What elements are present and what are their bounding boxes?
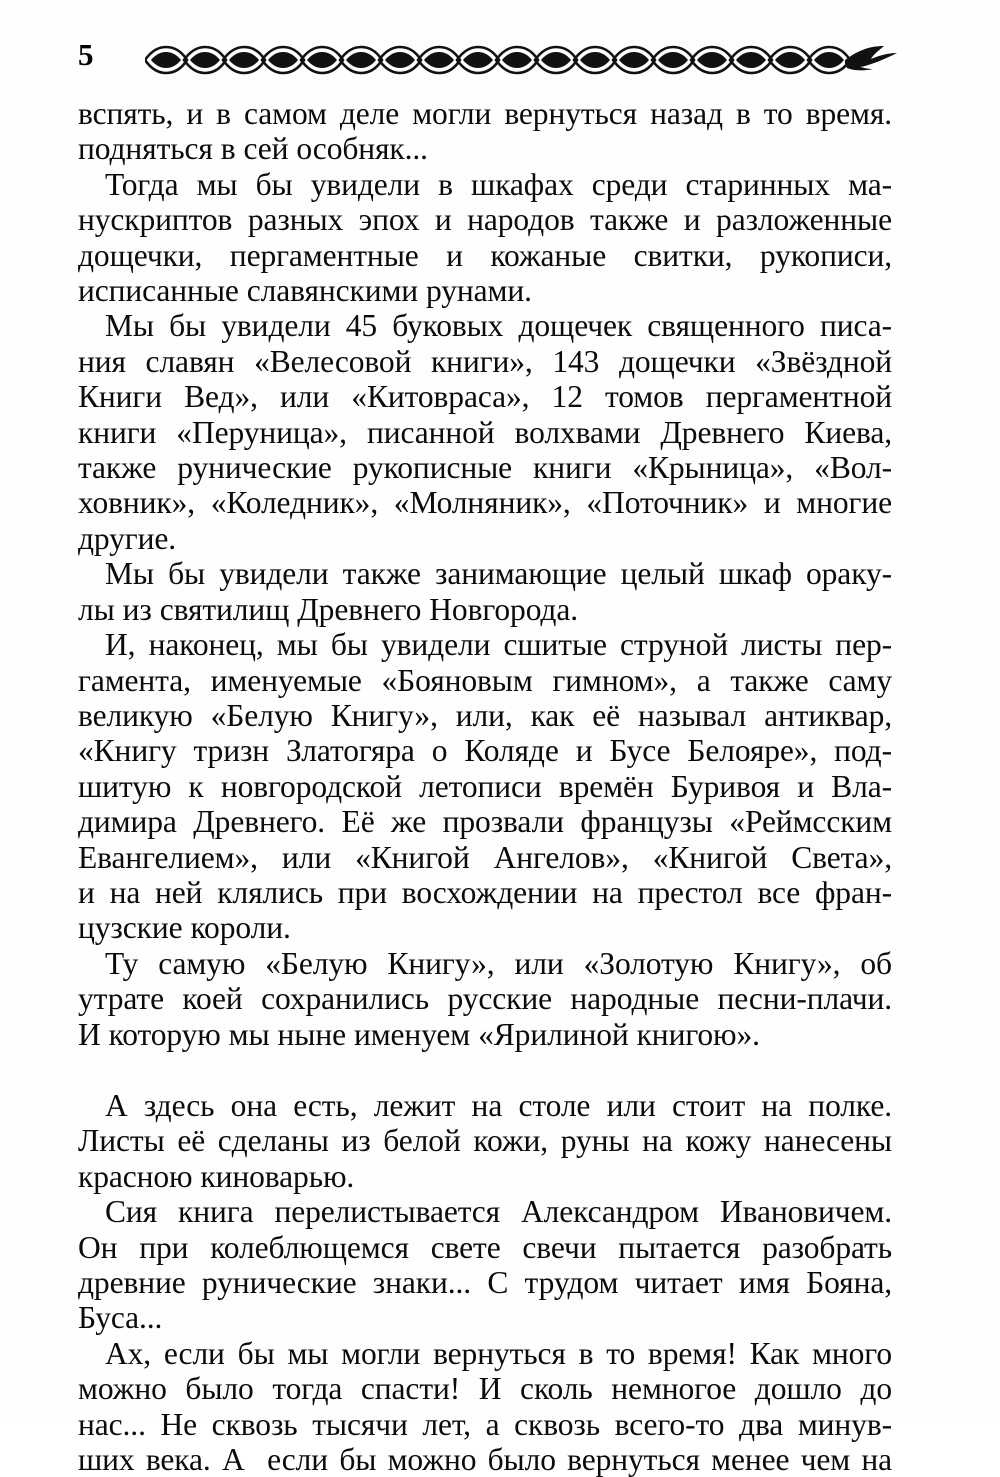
paragraph [78,96,892,167]
text-line: книги «Перуница», писанной волхвами Древнего Киева, [78,414,892,450]
text-line: «Книгу тризн Златогяра о Коляде и Бусе Белояре», под- [78,733,892,769]
text-line: ния славян «Велесовой книги», 143 дощечки «Звёздной [78,343,892,379]
text-line: древние рунические знаки... С трудом читает имя Бояна, [78,1265,892,1300]
text-line: Ах, если бы мы могли вернуться в то время! Как много [105,1335,892,1371]
paragraph [78,1194,892,1336]
running-head [0,34,1000,86]
text-line: можно было тогда спасти! И сколь немногое дошло до [78,1371,892,1407]
paragraph [78,308,892,556]
paragraph [78,1336,892,1477]
text-line: исписанные славянскими рунами. [78,273,532,309]
paragraph [78,556,892,627]
text-line: красною киноварью. [78,1158,355,1194]
text-line: нускриптов разных эпох и народов также и разложенные [78,202,892,238]
text-line: подняться в сей особняк... [78,131,428,167]
text-line: Евангелием», или «Книгой Ангелов», «Книгой Света», [78,839,892,875]
page-number: 5 [78,37,94,72]
text-line: лы из святилищ Древнего Новгорода. [78,591,579,627]
text-line: Тогда мы бы увидели в шкафах среди старинных ма- [105,166,892,202]
text-line: вспять, и в самом деле могли вернуться назад в то время. [78,96,892,131]
text-line: другие. [78,520,177,556]
text-line: Сия книга перелистывается Александром Ивановичем. [105,1194,892,1230]
text-line: также рунические рукописные книги «Крыница», «Вол- [78,450,892,486]
paragraph [78,1088,892,1194]
body-text [78,96,892,1477]
text-line: Он при колеблющемся свете свечи пытается разобрать [78,1229,892,1265]
text-line: Листы её сделаны из белой кожи, руны на кожу нанесены [78,1123,892,1159]
text-line: великую «Белую Книгу», или, как её называл антиквар, [78,697,892,733]
leaf-flourish [845,46,897,70]
text-line: ховник», «Коледник», «Молняник», «Поточник» и многие [78,485,892,521]
text-line: дощечки, пергаментные и кожаные свитки, рукописи, [78,237,892,273]
paragraph [78,946,892,1052]
text-line: Ту самую «Белую Книгу», или «Золотую Книгу», об [105,945,892,981]
text-line: А здесь она есть, лежит на столе или стоит на полке. [105,1087,892,1123]
text-line: Мы бы увидели также занимающие целый шкаф ораку- [105,556,892,592]
text-line: гамента, именуемые «Бояновым гимном», а также саму [78,662,892,698]
text-line: Мы бы увидели 45 буковых дощечек священного писа- [105,308,892,344]
text-line: димира Древнего. Её же прозвали французы «Реймсским [78,804,892,840]
text-line: нас... Не сквозь тысячи лет, а сквозь всего-то два минув- [78,1406,892,1442]
text-line: И, наконец, мы бы увидели сшитые струной листы пер- [105,627,892,663]
text-line: Буса... [78,1300,163,1336]
text-line: Книги Вед», или «Китовраса», 12 томов пергаментной [78,379,892,415]
text-line: утрате коей сохранились русские народные песни-плачи. [78,981,892,1017]
text-line: цузские короли. [78,910,291,946]
braided-rope-ornament [145,45,900,75]
paragraph [78,167,892,309]
paragraph [78,627,892,946]
text-line: и на ней клялись при восхождении на престол все фран- [78,874,892,910]
text-line: ших века. А если бы можно было вернуться менее чем на [78,1442,892,1477]
text-line: И которую мы ныне именуем «Ярилиной книгою». [78,1016,760,1052]
text-line: шитую к новгородской летописи времён Буривоя и Вла- [78,768,892,804]
